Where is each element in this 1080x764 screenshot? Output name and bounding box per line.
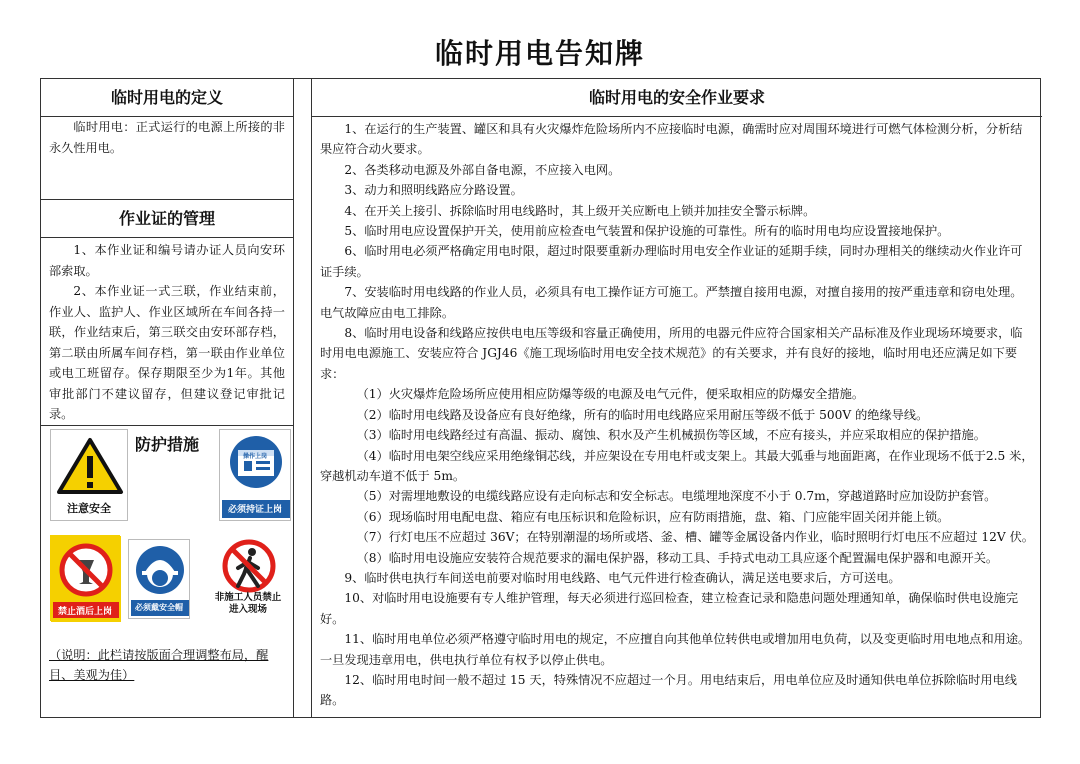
requirement-subitem: （5）对需埋地敷设的电缆线路应设有走向标志和安全标志。电缆埋地深度不小于 0.7m，穿越道路时应加设防护套管。 <box>356 489 997 504</box>
requirements-heading: 临时用电的安全作业要求 <box>312 79 1042 117</box>
requirement-item: 12、临时用电时间一般不超过 15 天，特殊情况不应超过一个月。用电结束后，用电单位应及时通知供电单位拆除临时用电线路。 <box>320 672 1017 708</box>
caution-sign-label: 注意安全 <box>67 502 111 515</box>
requirement-item: 7、安装临时用电线路的作业人员，必须具有电工操作证方可施工。严禁擅自接用电源，对擅自接用的按严重违章和窃电处理。电气故障应由电工排除。 <box>320 285 1023 320</box>
no-entry-sign-label: 非施工人员禁止进入现场 <box>214 592 282 615</box>
requirement-subitem: （3）临时用电线路经过有高温、振动、腐蚀、积水及产生机械损伤等区域，不应有接头，并应采取相应的保护措施。 <box>356 428 986 443</box>
helmet-sign-label: 必须戴安全帽 <box>135 603 183 612</box>
permit-item: 1、本作业证和编号请办证人员向安环部索取。 <box>49 243 285 278</box>
requirement-subitem: （2）临时用电线路及设备应有良好绝缘，所有的临时用电线路应采用耐压等级不低于 500V 的绝缘导线。 <box>356 407 929 422</box>
caution-sign <box>50 429 128 521</box>
left-column <box>41 79 294 717</box>
protection-heading: 防护措施 <box>134 435 199 454</box>
column-gap <box>294 79 311 717</box>
definition-heading: 临时用电的定义 <box>41 79 293 117</box>
layout-note: （说明：此栏请按版面合理调整布局，醒目、美观为佳） <box>49 648 269 682</box>
permit-item: 2、本作业证一式三联，作业结束前，作业人、监护人、作业区域所在车间各持一联，作业结束后，第三联交由安环部存档，第二联由所属车间存档，第一联由作业单位或电工班留存。保存期限至少为1年。其他审批部门不建议留存，但建议登记审批记录。 <box>49 284 285 421</box>
requirements-list <box>312 117 1042 711</box>
helmet-sign <box>128 539 190 619</box>
no-entry-sign <box>205 535 291 623</box>
requirement-subitem: （8）临时用电设施应安装符合规范要求的漏电保护器，移动工具、手持式电动工具应逐个配置漏电保护器和电源开关。 <box>356 550 999 565</box>
requirement-item: 8、临时用电设备和线路应按供电电压等级和容量正确使用，所用的电器元件应符合国家相关产品标准及作业现场环境要求，临时用电电源施工、安装应符合 JGJ46《施工现场临时用电安全技术规范》的有关要求，并有良好的接地，临时用电还应满足如下要求： <box>320 326 1023 381</box>
requirement-item: 4、在开关上接引、拆除临时用电线路时，其上级开关应断电上锁并加挂安全警示标牌。 <box>344 203 816 218</box>
requirement-item: 3、动力和照明线路应分路设置。 <box>344 183 523 198</box>
certificate-sign-label: 必须持证上岗 <box>227 505 282 515</box>
no-alcohol-sign <box>50 535 120 621</box>
right-column <box>311 79 1042 717</box>
definition-text: 临时用电：正式运行的电源上所接的非永久性用电。 <box>49 120 285 155</box>
requirement-item: 5、临时用电应设置保护开关，使用前应检查电气装置和保护设施的可靠性。所有的临时用电均应设置接地保护。 <box>344 224 950 239</box>
requirement-item: 11、临时用电单位必须严格遵守临时用电的规定，不应擅自向其他单位转供电或增加用电负荷，以及变更临时用电地点和用途。一旦发现违章用电，供电执行单位有权予以停止供电。 <box>320 632 1031 667</box>
requirement-item: 1、在运行的生产装置、罐区和具有火灾爆炸危险场所内不应接临时电源，确需时应对周围环境进行可燃气体检测分析，分析结果应符合动火要求。 <box>320 122 1023 157</box>
no-alcohol-sign-label: 禁止酒后上岗 <box>57 607 112 617</box>
requirement-subitem: （6）现场临时用电配电盘、箱应有电压标识和危险标识，应有防雨措施，盘、箱、门应能牢固关闭并能上锁。 <box>356 509 950 524</box>
requirement-item: 2、各类移动电源及外部自备电源，不应接入电网。 <box>344 162 621 177</box>
page-title: 临时用电告知牌 <box>434 37 645 70</box>
safety-signs <box>47 429 291 637</box>
requirement-subitem: （4）临时用电架空线应采用绝缘铜芯线，并应架设在专用电杆或支架上。其最大弧垂与地面距离，在作业现场不低于2.5 米，穿越机动车道不低于 5m。 <box>320 448 1034 483</box>
requirement-item: 9、临时供电执行车间送电前要对临时用电线路、电气元件进行检查确认，满足送电要求后，方可送电。 <box>344 570 901 585</box>
certificate-card-text: 操作上岗 <box>242 453 267 460</box>
requirement-subitem: （1）火灾爆炸危险场所应使用相应防爆等级的电源及电气元件，便采取相应的防爆安全措施。 <box>356 387 865 402</box>
permit-heading: 作业证的管理 <box>41 200 293 238</box>
certificate-sign <box>219 429 291 521</box>
permit-section <box>41 200 293 426</box>
definition-section <box>41 79 293 200</box>
requirement-subitem: （7）行灯电压不应超过 36V；在特别潮湿的场所或塔、釜、槽、罐等金属设备内作业，临时照明行灯电压不应超过 12V 伏。 <box>356 530 1034 545</box>
notice-table <box>40 78 1041 718</box>
requirement-item: 6、临时用电必须严格确定用电时限，超过时限要重新办理临时用电安全作业证的延期手续，同时办理相关的继续动火作业许可证手续。 <box>320 244 1023 279</box>
requirement-item: 10、对临时用电设施要有专人维护管理，每天必须进行巡回检查，建立检查记录和隐患问题处理通知单，确保临时供电设施完好。 <box>320 591 1019 626</box>
